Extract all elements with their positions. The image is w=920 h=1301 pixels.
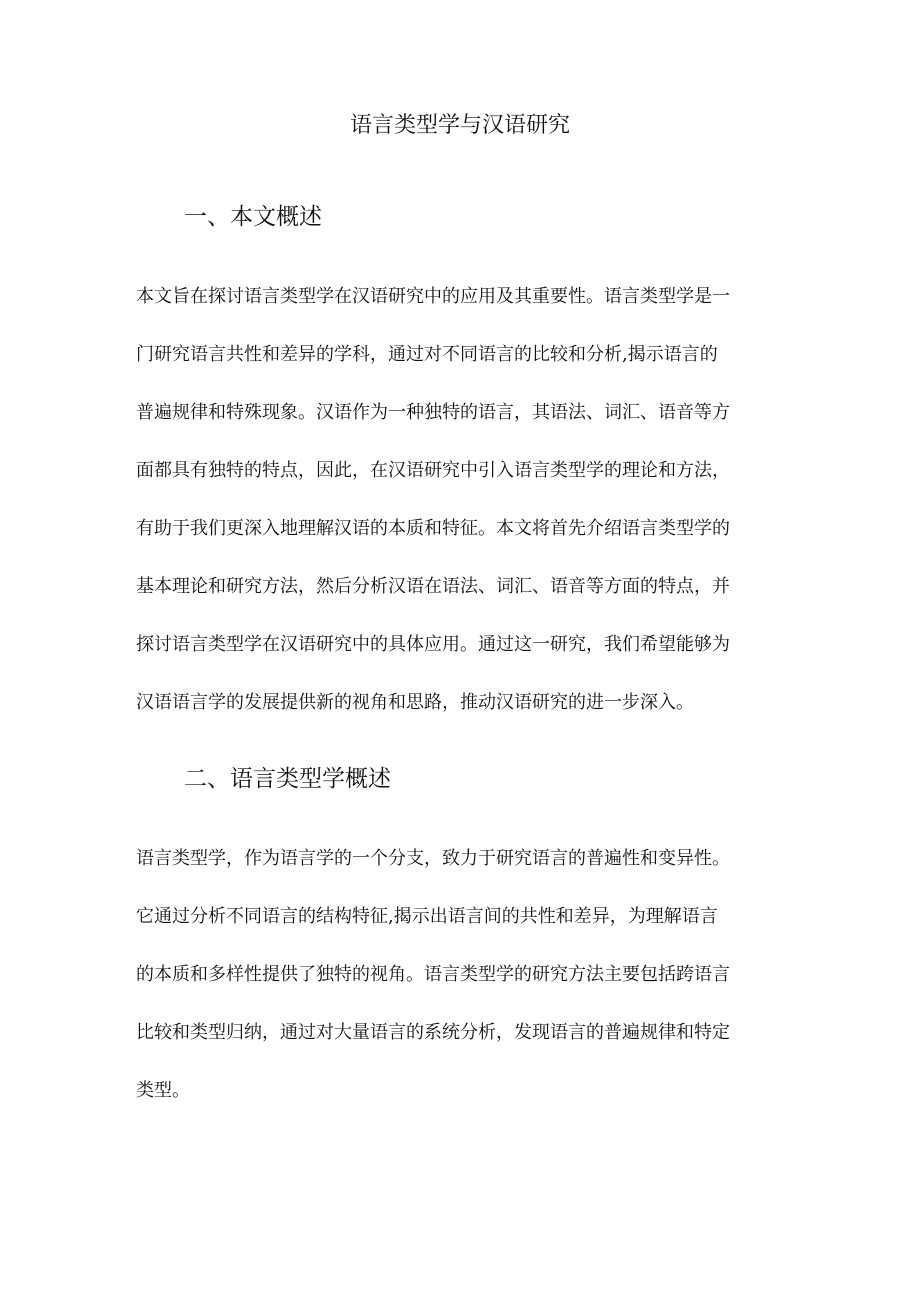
section-heading-typology: 二、语言类型学概述 — [184, 766, 391, 792]
paragraph-line: 探讨语言类型学在汉语研究中的具体应用。通过这一研究，我们希望能够为 — [136, 634, 730, 655]
paragraph-typology — [136, 830, 796, 1120]
paragraph-overview — [136, 268, 796, 732]
paragraph-line: 有助于我们更深入地理解汉语的本质和特征。本文将首先介绍语言类型学的 — [136, 518, 730, 539]
paragraph-line: 语言类型学，作为语言学的一个分支，致力于研究语言的普遍性和变异性。 — [136, 848, 730, 869]
paragraph-line: 面都具有独特的特点，因此，在汉语研究中引入语言类型学的理论和方法， — [136, 460, 730, 481]
paragraph-line: 比较和类型归纳，通过对大量语言的系统分析，发现语言的普遍规律和特定 — [136, 1022, 730, 1043]
section-heading-overview: 一、本文概述 — [184, 204, 322, 230]
paragraph-line: 普遍规律和特殊现象。汉语作为一种独特的语言，其语法、词汇、语音等方 — [136, 402, 730, 423]
paragraph-line: 基本理论和研究方法，然后分析汉语在语法、词汇、语音等方面的特点，并 — [136, 576, 730, 597]
paragraph-line: 它通过分析不同语言的结构特征,揭示出语言间的共性和差异，为理解语言 — [136, 906, 718, 927]
paragraph-line: 汉语语言学的发展提供新的视角和思路，推动汉语研究的进一步深入。 — [136, 692, 694, 713]
document-title: 语言类型学与汉语研究 — [349, 113, 570, 138]
paragraph-line: 本文旨在探讨语言类型学在汉语研究中的应用及其重要性。语言类型学是一 — [136, 286, 730, 307]
paragraph-line: 门研究语言共性和差异的学科，通过对不同语言的比较和分析,揭示语言的 — [136, 344, 718, 365]
paragraph-line: 类型。 — [136, 1080, 190, 1101]
paragraph-line: 的本质和多样性提供了独特的视角。语言类型学的研究方法主要包括跨语言 — [136, 964, 730, 985]
